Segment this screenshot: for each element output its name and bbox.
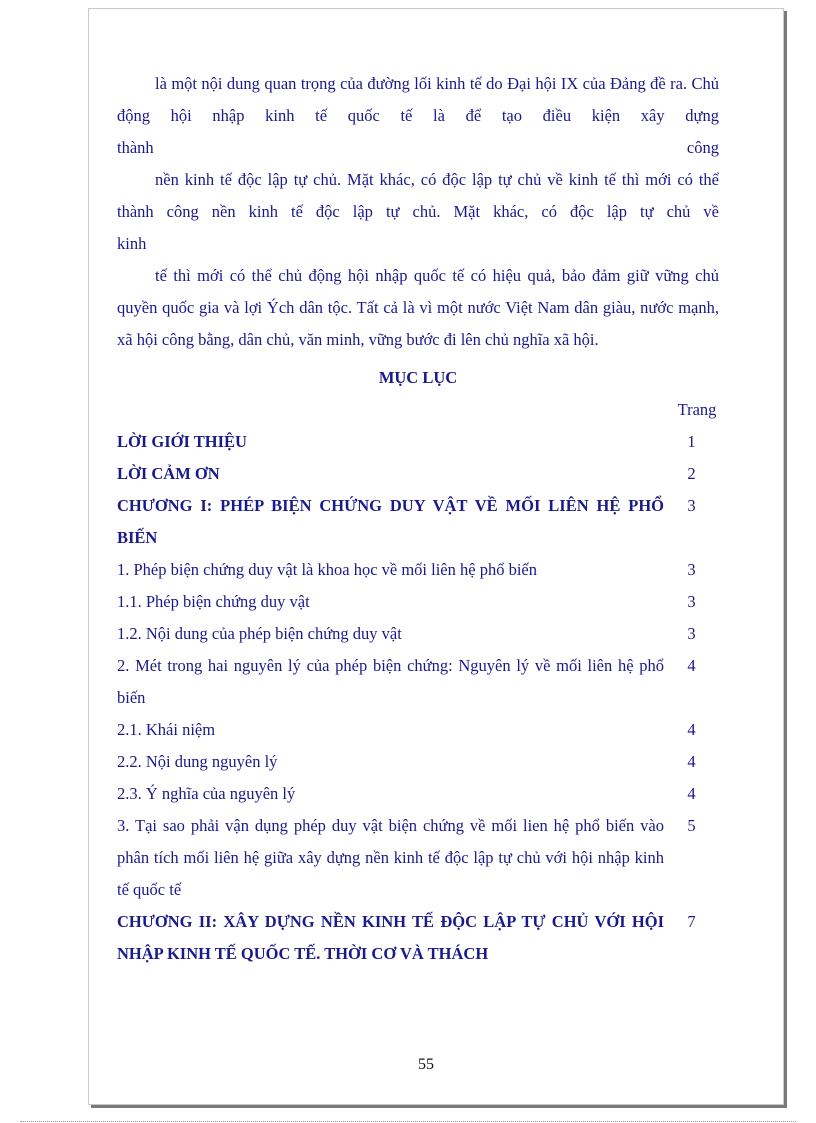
toc-entry-text: CHƯƠNG I: PHÉP BIỆN CHỨNG DUY VẬT VỀ MỐI LIÊN HỆ PHỔ BIẾN [117, 496, 664, 547]
toc-entry-text: LỜI GIỚI THIỆU [117, 432, 247, 451]
toc-entry-page: 4 [687, 656, 696, 675]
toc-entry-text: 2.1. Khái niệm [117, 720, 216, 739]
toc-entry-3[interactable] [117, 810, 719, 906]
toc-page-header-label: Trang [677, 400, 717, 419]
toc-entry-chapter-1[interactable] [117, 490, 719, 554]
toc-entry-chapter-2[interactable] [117, 906, 719, 970]
body-paragraph-3: tế thì mới có thể chủ động hội nhập quốc tế có hiệu quả, bảo đảm giữ vững chủ quyền quốc gia và lợi Ých dân tộc. Tất cả là vì một nước Việt Nam dân giàu, nước mạnh, xã hội công bằng, dân chủ, văn minh, vững bước đi lên chủ nghĩa xã hội. [117, 266, 719, 349]
toc-entry-2-3[interactable] [117, 778, 719, 810]
toc-entry-page: 2 [687, 464, 696, 483]
toc-entry-page: 1 [687, 432, 696, 451]
toc-entry-text: 2. Mét trong hai nguyên lý của phép biện chứng: Nguyên lý về mối liên hệ phổ biến [117, 656, 664, 707]
toc-entry-page: 4 [687, 752, 696, 771]
toc-entry-text: 1. Phép biện chứng duy vật là khoa học về mối liên hệ phổ biến [117, 560, 537, 579]
toc-entry-intro[interactable] [117, 426, 719, 458]
toc-entry-page: 7 [687, 912, 696, 931]
toc-entry-1-1[interactable] [117, 586, 719, 618]
toc-entry-text: 2.3. Ý nghĩa của nguyên lý [117, 784, 296, 803]
body-paragraph-2-tail: kinh [117, 234, 147, 253]
toc-entry-1[interactable] [117, 554, 719, 586]
page-number: 55 [418, 1056, 434, 1073]
toc-entry-text: 1.1. Phép biện chứng duy vật [117, 592, 310, 611]
toc-entry-2-1[interactable] [117, 714, 719, 746]
toc-entry-page: 5 [687, 816, 696, 835]
split-word-left: thành [117, 138, 154, 157]
toc-entry-text: LỜI CẢM ƠN [117, 464, 220, 483]
document-content [117, 68, 719, 970]
toc-entry-text: CHƯƠNG II: XÂY DỰNG NỀN KINH TẾ ĐỘC LẬP TỰ CHỦ VỚI HỘI NHẬP KINH TẾ QUỐC TẾ. THỜI CƠ VÀ THÁCH [117, 912, 664, 963]
toc-entry-page: 4 [687, 720, 696, 739]
bottom-dotted-rule [20, 1121, 796, 1122]
body-paragraph-2: nền kinh tế độc lập tự chủ. Mặt khác, có độc lập tự chủ về kinh tế thì mới có thể thành công nền kinh tế độc lập tự chủ. Mặt khác, có độc lập tự chủ về [117, 170, 719, 221]
toc-entry-thanks[interactable] [117, 458, 719, 490]
toc-list [117, 426, 719, 970]
toc-entry-page: 3 [687, 624, 696, 643]
toc-entry-text: 3. Tại sao phải vận dụng phép duy vật biện chứng về mối lien hệ phổ biến vào phân tích mối liên hệ giữa xây dựng nền kinh tế độc lập tự chủ với hội nhập kinh tế quốc tế [117, 816, 664, 899]
split-word-right: công [686, 138, 719, 157]
toc-entry-2[interactable] [117, 650, 719, 714]
toc-entry-page: 4 [687, 784, 696, 803]
toc-entry-page: 3 [687, 496, 696, 515]
toc-entry-2-2[interactable] [117, 746, 719, 778]
body-paragraph-1: là một nội dung quan trọng của đường lối kinh tế do Đại hội IX của Đảng đề ra. Chủ động hội nhập kinh tế quốc tế là để tạo điều kiện xây dựng [117, 74, 719, 125]
toc-entry-text: 1.2. Nội dung của phép biện chứng duy vật [117, 624, 402, 643]
toc-entry-page: 3 [687, 592, 696, 611]
toc-title: MỤC LỤC [378, 368, 458, 387]
toc-entry-page: 3 [687, 560, 696, 579]
toc-entry-text: 2.2. Nội dung nguyên lý [117, 752, 278, 771]
toc-entry-1-2[interactable] [117, 618, 719, 650]
body-paragraph-1-split-line [117, 132, 719, 164]
toc-page-column-header [117, 394, 719, 426]
